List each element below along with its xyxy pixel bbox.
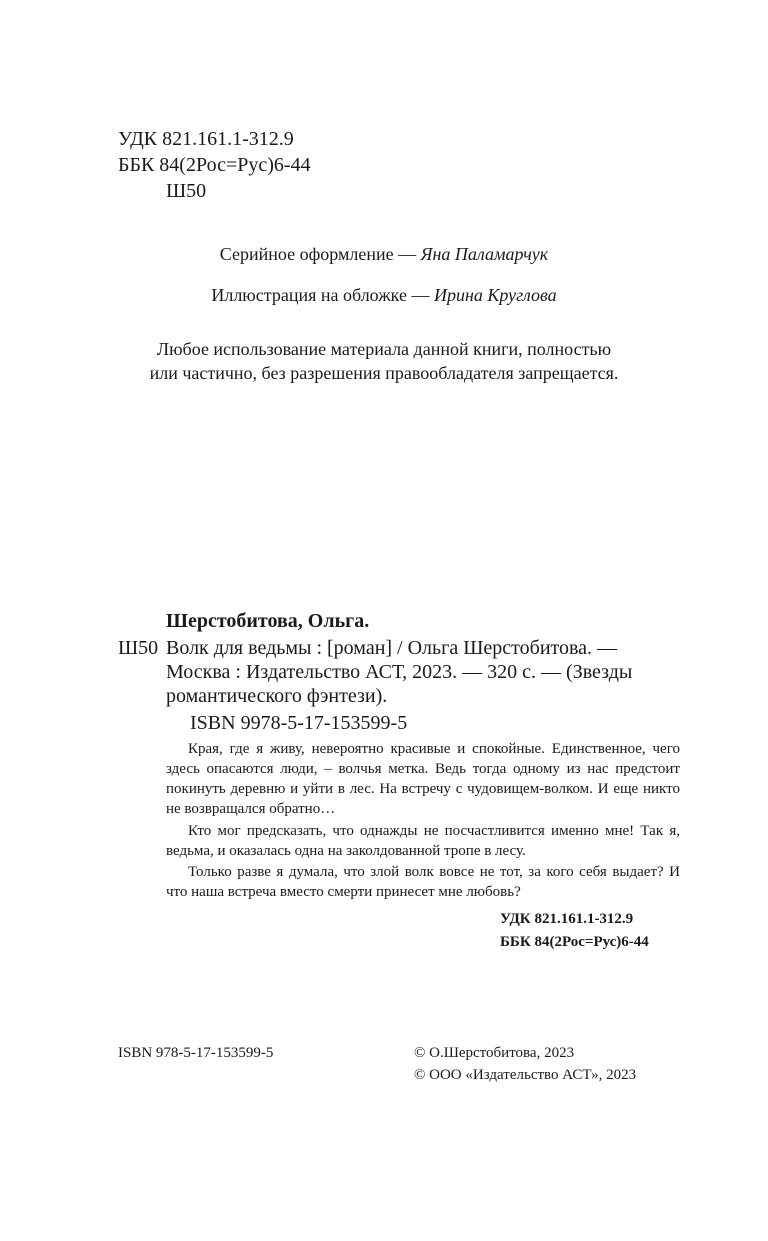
design-credit [0,244,768,265]
copyright-author: © О.Шерстобитова, 2023 [414,1045,575,1061]
illustration-credit-label: Иллюстрация на обложке — [211,285,430,305]
bib-line-1: Волк для ведьмы : [роман] / Ольга Шерстобитова. — [166,637,618,659]
bib-mark: Ш50 [118,637,159,659]
udk-code: УДК 821.161.1-312.9 [118,128,294,150]
annotation [166,821,680,861]
author-mark: Ш50 [166,180,207,202]
design-credit-name: Яна Паламарчук [420,244,549,264]
annotation-paragraph-1: Края, где я живу, невероятно красивые и спокойные. Единственное, чего здесь опасаются люди, – волчья метка. Ведь тогда одному из нас предстоит покинуть деревню и уйти в лес. На встречу с чудовищем-волком. И еще никто не возвращался обратно… [166,741,680,817]
bib-isbn: ISBN 9978-5-17-153599-5 [190,712,408,734]
udk-code-right: УДК 821.161.1-312.9 [500,911,634,927]
annotation [166,862,680,902]
bbk-code-right: ББК 84(2Рос=Рус)6-44 [500,934,649,950]
bib-line-2: Москва : Издательство АСТ, 2023. — 320 с. — (Звезды [166,661,633,683]
bbk-code: ББК 84(2Рос=Рус)6-44 [118,154,311,176]
annotation-paragraph-3: Только разве я думала, что злой волк вовсе не тот, за кого себя выдает? И что наша встреча вместо смерти принесет мне любовь? [166,864,680,900]
copyright-notice-line-2: или частично, без разрешения правообладателя запрещается. [149,363,619,383]
copyright-notice-line-1: Любое использование материала данной книги, полностью [156,339,612,359]
design-credit-label: Серийное оформление — [219,244,417,264]
illustration-credit-name: Ирина Круглова [433,285,557,305]
illustration-credit [0,285,768,306]
bib-author: Шерстобитова, Ольга. [166,610,370,632]
copyright-publisher: © ООО «Издательство АСТ», 2023 [414,1067,637,1083]
bib-line-3: романтического фэнтези). [166,685,388,707]
annotation [166,739,680,819]
footer-isbn: ISBN 978-5-17-153599-5 [118,1045,274,1061]
annotation-paragraph-2: Кто мог предсказать, что однажды не посчастливится именно мне! Так я, ведьма, и оказалась одна на заколдованной тропе в лесу. [166,823,680,859]
